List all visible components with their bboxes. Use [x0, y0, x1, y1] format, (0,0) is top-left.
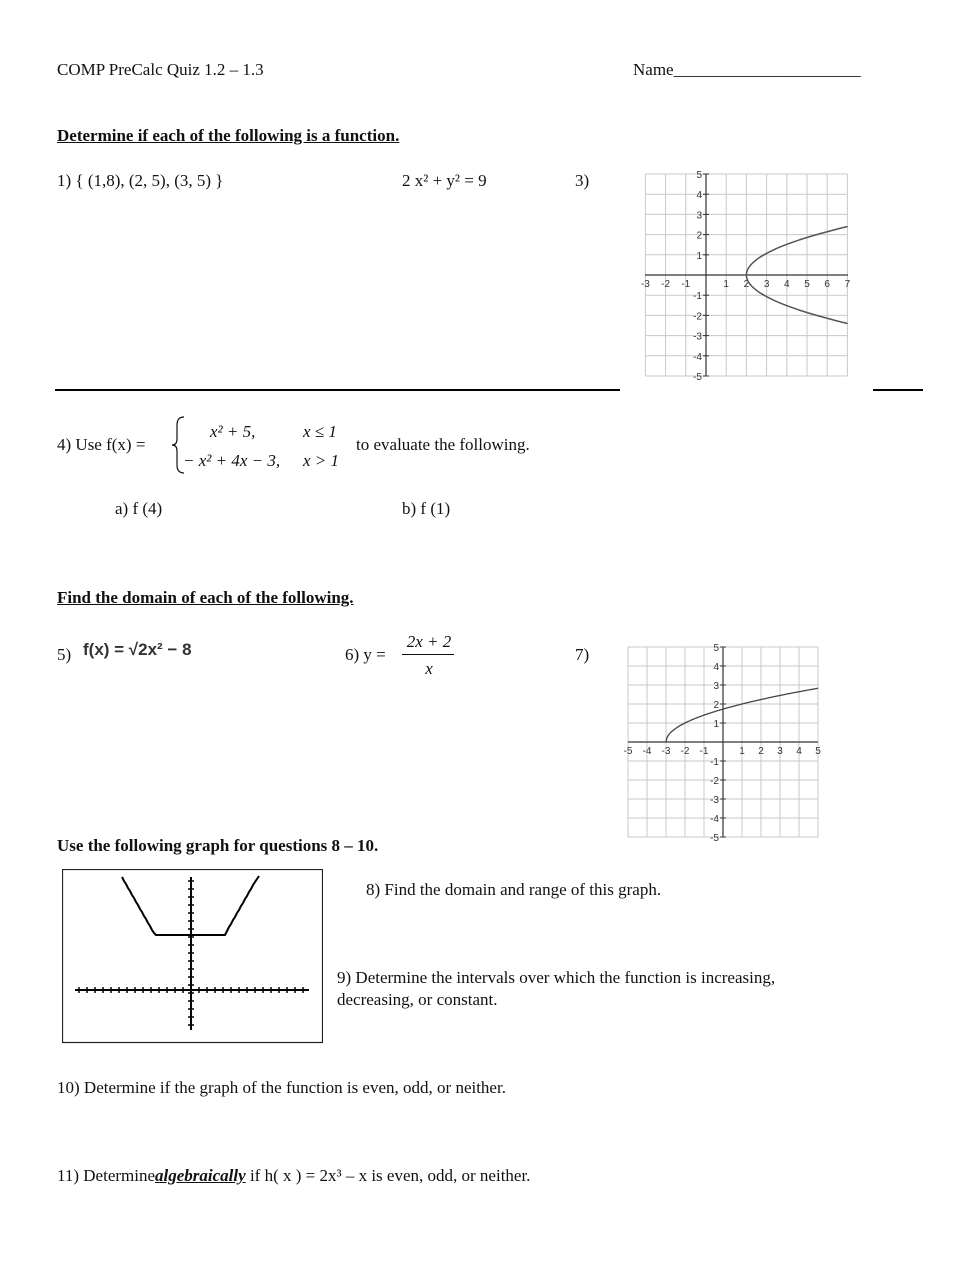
question-5-number: 5): [57, 645, 72, 664]
x-tick-label: 2: [743, 279, 750, 290]
x-tick-label: -3: [640, 279, 650, 290]
y-tick-label: -1: [710, 757, 719, 768]
piecewise-case-1-expression: x² + 5,: [210, 422, 256, 441]
divider-line-right: [873, 389, 923, 391]
x-tick-label: 7: [844, 279, 851, 290]
question-8: 8) Find the domain and range of this graph.: [366, 880, 662, 899]
y-tick-label: -4: [693, 351, 702, 363]
question-11-suffix: if h( x ) = 2x³ – x is even, odd, or neither.: [249, 1166, 531, 1185]
y-tick-label: -3: [710, 795, 719, 806]
question-10: 10) Determine if the graph of the function is even, odd, or neither.: [57, 1078, 506, 1097]
question-6-denominator: x: [425, 659, 433, 678]
x-tick-label: 1: [723, 279, 729, 290]
x-tick-label: -5: [623, 746, 633, 757]
x-tick-label: 4: [796, 746, 802, 757]
piecewise-case-2-condition: x > 1: [303, 451, 340, 470]
y-tick-label: 1: [696, 250, 702, 262]
piecewise-case-1-condition: x ≤ 1: [303, 422, 337, 441]
question-9-line-1: 9) Determine the intervals over which the function is increasing,: [337, 968, 776, 987]
x-tick-label: 1: [739, 746, 745, 757]
x-tick-label: 3: [763, 279, 770, 290]
graph-question-7: [620, 641, 826, 845]
question-1: 1) { (1,8), (2, 5), (3, 5) }: [57, 171, 224, 190]
question-6-numerator: 2x + 2: [406, 632, 452, 651]
y-tick-label: -2: [710, 776, 719, 787]
calculator-graph: [62, 869, 323, 1044]
y-tick-label: 1: [713, 719, 719, 730]
y-tick-label: -3: [693, 331, 702, 343]
y-tick-label: 5: [713, 643, 719, 654]
y-tick-label: -5: [710, 833, 719, 844]
x-tick-label: -2: [661, 279, 671, 290]
question-4-suffix: to evaluate the following.: [356, 435, 530, 454]
y-tick-label: -1: [693, 291, 702, 303]
y-tick-label: 2: [696, 230, 702, 242]
graph-question-3: [638, 168, 856, 384]
question-11: [57, 1166, 530, 1186]
question-6-prefix: 6) y =: [345, 645, 386, 664]
name-blank: ______________________: [673, 60, 861, 79]
question-7-number: 7): [575, 645, 590, 664]
question-9-line-2: decreasing, or constant.: [337, 990, 498, 1009]
section-title-graph-questions: Use the following graph for questions 8 – 10.: [57, 836, 379, 855]
x-tick-label: 5: [815, 746, 821, 757]
name-field[interactable]: [633, 60, 861, 80]
section-title-functions: Determine if each of the following is a function.: [57, 126, 400, 145]
y-tick-label: 3: [696, 210, 702, 222]
x-tick-label: 4: [784, 279, 790, 290]
y-tick-label: -5: [693, 372, 702, 383]
question-4a: a) f (4): [115, 499, 163, 518]
question-2: 2 x² + y² = 9: [402, 171, 487, 190]
divider-line-left: [55, 389, 620, 391]
question-4-prefix: 4) Use f(x) =: [57, 435, 146, 454]
name-label: Name: [633, 60, 674, 79]
x-tick-label: -3: [661, 746, 671, 757]
question-11-emphasis: algebraically: [155, 1166, 246, 1185]
x-tick-label: 6: [824, 279, 830, 290]
x-tick-label: 5: [804, 279, 810, 290]
question-4b: b) f (1): [402, 499, 451, 518]
y-tick-label: 3: [713, 681, 719, 692]
question-3-number: 3): [575, 171, 590, 190]
x-tick-label: -4: [642, 746, 652, 757]
fraction-bar: [402, 654, 454, 655]
question-5-expression: f(x) = √2x² − 8: [83, 640, 192, 659]
x-tick-label: -1: [699, 746, 709, 757]
x-tick-label: -2: [680, 746, 690, 757]
y-tick-label: 4: [713, 662, 719, 673]
y-tick-label: 4: [696, 190, 702, 202]
section-title-domain: Find the domain of each of the following.: [57, 588, 354, 607]
x-tick-label: 2: [758, 746, 764, 757]
x-tick-label: -1: [681, 279, 691, 290]
x-tick-label: 3: [777, 746, 783, 757]
question-11-prefix: 11) Determine: [57, 1166, 156, 1185]
quiz-title: COMP PreCalc Quiz 1.2 – 1.3: [57, 60, 264, 79]
y-tick-label: 5: [696, 170, 702, 181]
piecewise-case-2-expression: − x² + 4x − 3,: [183, 451, 281, 470]
y-tick-label: -2: [693, 311, 702, 323]
y-tick-label: -4: [710, 814, 719, 825]
y-tick-label: 2: [713, 700, 719, 711]
